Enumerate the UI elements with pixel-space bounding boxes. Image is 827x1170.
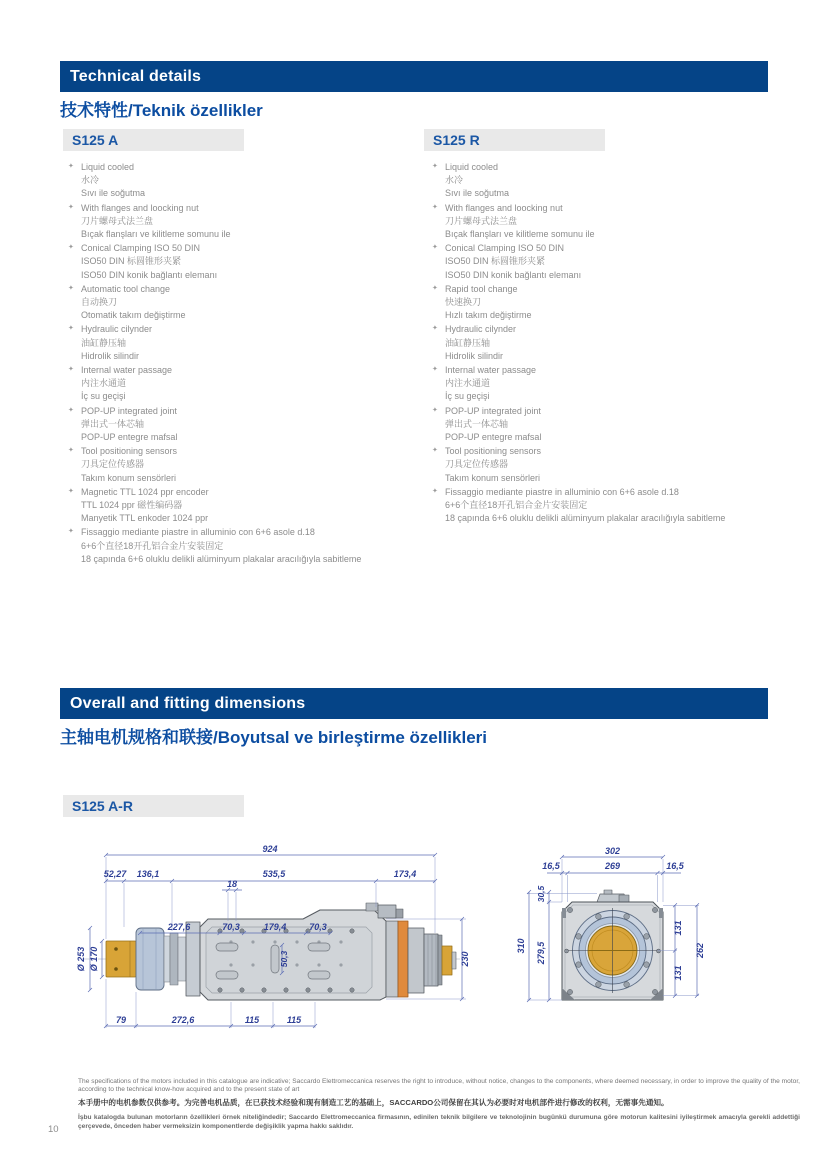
feature-item — [432, 323, 780, 363]
dimensions-subtitle: 主轴电机规格和联接/Boyutsal ve birleştirme özellikleri — [60, 728, 488, 747]
feature-line: Hidrolik silindir — [81, 350, 140, 361]
section-title: Technical details — [70, 68, 202, 85]
feature-line: 内注水通道 — [81, 378, 127, 389]
section-header-dimensions — [60, 688, 768, 719]
section-title: Overall and fitting dimensions — [70, 695, 306, 712]
feature-line: 6+6个直径18开孔铝合金片安装固定 — [81, 540, 224, 551]
feature-line: 弹出式一体芯轴 — [445, 418, 509, 429]
feature-line: TTL 1024 ppr 磁性编码器 — [81, 500, 183, 511]
spacer-ring — [170, 933, 178, 985]
bullet-icon: ✦ — [68, 366, 74, 374]
feature-item — [68, 364, 424, 404]
feature-line: 弹出式一体芯轴 — [81, 418, 145, 429]
section-header-technical-details — [60, 61, 768, 92]
feature-line: Internal water passage — [81, 365, 173, 376]
spacer-ring — [178, 937, 186, 981]
bullet-icon: ✦ — [432, 163, 438, 170]
dim-diameter: Ø 170 — [89, 946, 99, 972]
technical-subtitle: 技术特性/Teknik özellikler — [60, 101, 263, 120]
dim-diameter: Ø 253 — [76, 946, 86, 972]
feature-item — [68, 405, 424, 445]
rear-ring — [438, 935, 442, 985]
dim: 269 — [604, 861, 621, 871]
feature-line: Tool positioning sensors — [81, 446, 178, 457]
dim: 535,5 — [262, 869, 286, 879]
bullet-icon: ✦ — [68, 325, 74, 333]
feature-line: Sıvı ile soğutma — [81, 188, 146, 199]
dim: 136,1 — [136, 869, 160, 879]
feature-line: 刀片螺母式法兰盘 — [445, 215, 518, 226]
feature-item — [432, 202, 780, 242]
top-knob — [604, 890, 612, 894]
feature-line: Otomatik takım değiştirme — [81, 310, 186, 321]
bullet-icon: ✦ — [432, 325, 438, 333]
disclaimer-zh: 本手册中的电机参数仅供参考。为完善电机品质，在已获技术经验和现有制造工艺的基础上，SACCARDO公司保留在其认为必要时对电机部件进行修改的权利，无需事先通知。 — [78, 1098, 669, 1108]
feature-line: Bıçak flanşları ve kilitleme somunu ile — [445, 229, 595, 240]
feature-line: With flanges and loocking nut — [81, 202, 199, 213]
dim: 279,5 — [536, 941, 546, 965]
feature-line: ISO50 DIN konik bağlantı elemanı — [81, 269, 218, 280]
feature-item — [432, 364, 780, 404]
feature-line: 自动换刀 — [81, 297, 118, 308]
model-label-s125a: S125 A — [63, 129, 244, 151]
feature-item — [432, 242, 780, 282]
feature-line: POP-UP entegre mafsal — [81, 432, 178, 443]
bullet-icon: ✦ — [432, 244, 438, 252]
feature-item — [432, 445, 780, 485]
dim: 173,4 — [393, 869, 417, 879]
feature-line: İç su geçişi — [81, 391, 126, 402]
connector-box — [396, 909, 403, 918]
feature-line: Fissaggio mediante piastre in alluminio con 6+6 asole d.18 — [445, 486, 679, 497]
feature-line: Takım konum sensörleri — [445, 472, 541, 483]
feature-line: Liquid cooled — [81, 162, 135, 172]
dim: 230 — [460, 951, 470, 967]
dim: 131 — [673, 920, 683, 936]
feature-item — [68, 486, 424, 526]
feature-line: Hızlı takım değiştirme — [445, 310, 532, 321]
bullet-icon: ✦ — [432, 406, 438, 414]
spacer-ring — [164, 936, 170, 982]
feature-item — [432, 405, 780, 445]
feature-line: POP-UP integrated joint — [445, 405, 541, 416]
rear-tip — [452, 952, 456, 969]
feature-line: 刀具定位传感器 — [81, 459, 145, 470]
feature-line: Liquid cooled — [445, 162, 499, 172]
side-notch — [562, 908, 566, 918]
feature-line: Sıvı ile soğutma — [445, 188, 510, 199]
feature-item — [68, 323, 424, 363]
feature-line: POP-UP integrated joint — [81, 405, 177, 416]
bolt — [114, 967, 118, 971]
feature-line: Rapid tool change — [445, 283, 518, 294]
dim: 262 — [695, 942, 705, 959]
feature-line: 内注水通道 — [445, 378, 491, 389]
dim: 115 — [244, 1015, 260, 1025]
dim: 50,3 — [279, 950, 289, 968]
feature-line: Conical Clamping ISO 50 DIN — [445, 243, 565, 254]
dim: 227,6 — [167, 922, 191, 932]
feature-line: Internal water passage — [445, 365, 537, 376]
body-panel — [206, 927, 372, 993]
dim: 16,5 — [666, 861, 684, 871]
disclaimer-tr: İşbu katalogda bulunan motorların özellikleri örnek niteliğindedir; Saccardo Elettromeccanica firmasının, edinilen teknik bilgilere ve teknolojinin bugünkü durumuna göre motorun kalitesini iyileştirmek amacıyla gerekli addettiği çerçevede, önceden haber vermeksizin komponentlerde değişiklik yapma hakkı saklıdır. — [78, 1114, 800, 1130]
feature-line: POP-UP entegre mafsal — [445, 432, 542, 443]
side-notch — [659, 908, 663, 918]
dim-overall: 924 — [262, 844, 278, 854]
feature-line: 刀片螺母式法兰盘 — [81, 215, 154, 226]
feature-list-s125a — [68, 161, 424, 567]
model-label-s125ar: S125 A-R — [63, 795, 244, 817]
feature-item — [432, 486, 780, 526]
feature-line: İç su geçişi — [445, 391, 490, 402]
feature-item — [68, 526, 424, 566]
dim: 272,6 — [171, 1015, 195, 1025]
feature-line: Conical Clamping ISO 50 DIN — [81, 243, 201, 254]
feature-line: 油缸静压轴 — [81, 337, 127, 348]
feature-line: ISO50 DIN 标圆锥形夹紧 — [445, 256, 546, 267]
connector-box — [378, 905, 396, 918]
feature-line: 油缸静压轴 — [445, 337, 491, 348]
bolt — [114, 947, 118, 951]
front-view-drawing — [505, 848, 825, 1048]
model-label-s125r: S125 R — [424, 129, 605, 151]
feature-item — [432, 283, 780, 323]
feature-line: 水冷 — [445, 175, 464, 186]
feature-line: ISO50 DIN konik bağlantı elemanı — [445, 269, 582, 280]
feature-line: Fissaggio mediante piastre in alluminio con 6+6 asole d.18 — [81, 527, 315, 538]
feature-line: 快速换刀 — [445, 297, 482, 308]
bullet-icon: ✦ — [432, 366, 438, 374]
dim: 52,27 — [103, 869, 127, 879]
feature-line: 18 çapında 6+6 oluklu delikli alüminyum plakalar aracılığıyla sabitleme — [445, 513, 726, 524]
feature-line: 水冷 — [81, 175, 100, 186]
bullet-icon: ✦ — [432, 203, 438, 211]
tool-holder — [106, 941, 136, 977]
bullet-icon: ✦ — [432, 284, 438, 292]
feature-line: 18 çapında 6+6 oluklu delikli alüminyum plakalar aracılığıyla sabitleme — [81, 553, 362, 564]
feature-line: Hydraulic cilynder — [81, 324, 153, 335]
feature-line: With flanges and loocking nut — [445, 202, 563, 213]
feature-item — [68, 161, 424, 201]
feature-line: ISO50 DIN 标圆锥形夹紧 — [81, 256, 182, 267]
dim: 79 — [115, 1015, 127, 1025]
dim: 16,5 — [542, 861, 560, 871]
bullet-icon: ✦ — [432, 447, 438, 455]
feature-line: 6+6个直径18开孔铝合金片安装固定 — [445, 500, 588, 511]
page-number: 10 — [48, 1124, 59, 1135]
dim: 30,5 — [536, 885, 546, 903]
bullet-icon: ✦ — [68, 284, 74, 292]
bullet-icon: ✦ — [68, 447, 74, 455]
bullet-icon: ✦ — [68, 244, 74, 252]
dim-overall: 302 — [604, 846, 621, 856]
dim: 70,3 — [222, 922, 240, 932]
feature-line: Takım konum sensörleri — [81, 472, 177, 483]
encoder-connector — [442, 946, 452, 975]
feature-line: Hydraulic cilynder — [445, 324, 517, 335]
feature-line: Automatic tool change — [81, 283, 171, 294]
spindle-motor-front — [562, 890, 663, 1000]
feature-item — [68, 202, 424, 242]
dim: 179,4 — [263, 922, 287, 932]
flange-disc — [136, 928, 164, 990]
bullet-icon: ✦ — [68, 406, 74, 414]
dim: 310 — [516, 938, 526, 954]
bullet-icon: ✦ — [68, 487, 74, 495]
feature-line: Hidrolik silindir — [445, 350, 504, 361]
dim: 131 — [673, 965, 683, 981]
top-connector-box — [619, 895, 629, 902]
dim: 18 — [226, 879, 238, 889]
bullet-icon: ✦ — [68, 203, 74, 211]
feature-item — [68, 445, 424, 485]
dim: 115 — [286, 1015, 302, 1025]
end-cap — [386, 921, 398, 997]
side-view-drawing — [76, 843, 500, 1058]
rear-band — [398, 921, 408, 997]
rear-housing — [408, 928, 424, 993]
feature-item — [68, 242, 424, 282]
feature-line: Bıçak flanşları ve kilitleme somunu ile — [81, 229, 231, 240]
feature-line: Manyetik TTL enkoder 1024 ppr — [81, 513, 209, 524]
footer-disclaimer — [78, 1078, 800, 1131]
feature-list-s125r — [432, 161, 780, 526]
feature-line: Magnetic TTL 1024 ppr encoder — [81, 486, 209, 497]
bullet-icon: ✦ — [68, 528, 74, 536]
feature-item — [68, 283, 424, 323]
feature-line: 刀具定位传感器 — [445, 459, 509, 470]
feature-item — [432, 161, 780, 201]
disclaimer-en: The specifications of the motors included in this catalogue are indicative; Saccardo Elettromeccanica reserves the right to introduce, without notice, changes to the components, where deemed necessary, in order to improve the quality of the motor, according to the technical know-how acquired and to the present state of art — [78, 1078, 800, 1094]
bullet-icon: ✦ — [432, 487, 438, 495]
dim: 70,3 — [309, 922, 327, 932]
feature-line: Tool positioning sensors — [445, 446, 542, 457]
bullet-icon: ✦ — [68, 163, 74, 170]
